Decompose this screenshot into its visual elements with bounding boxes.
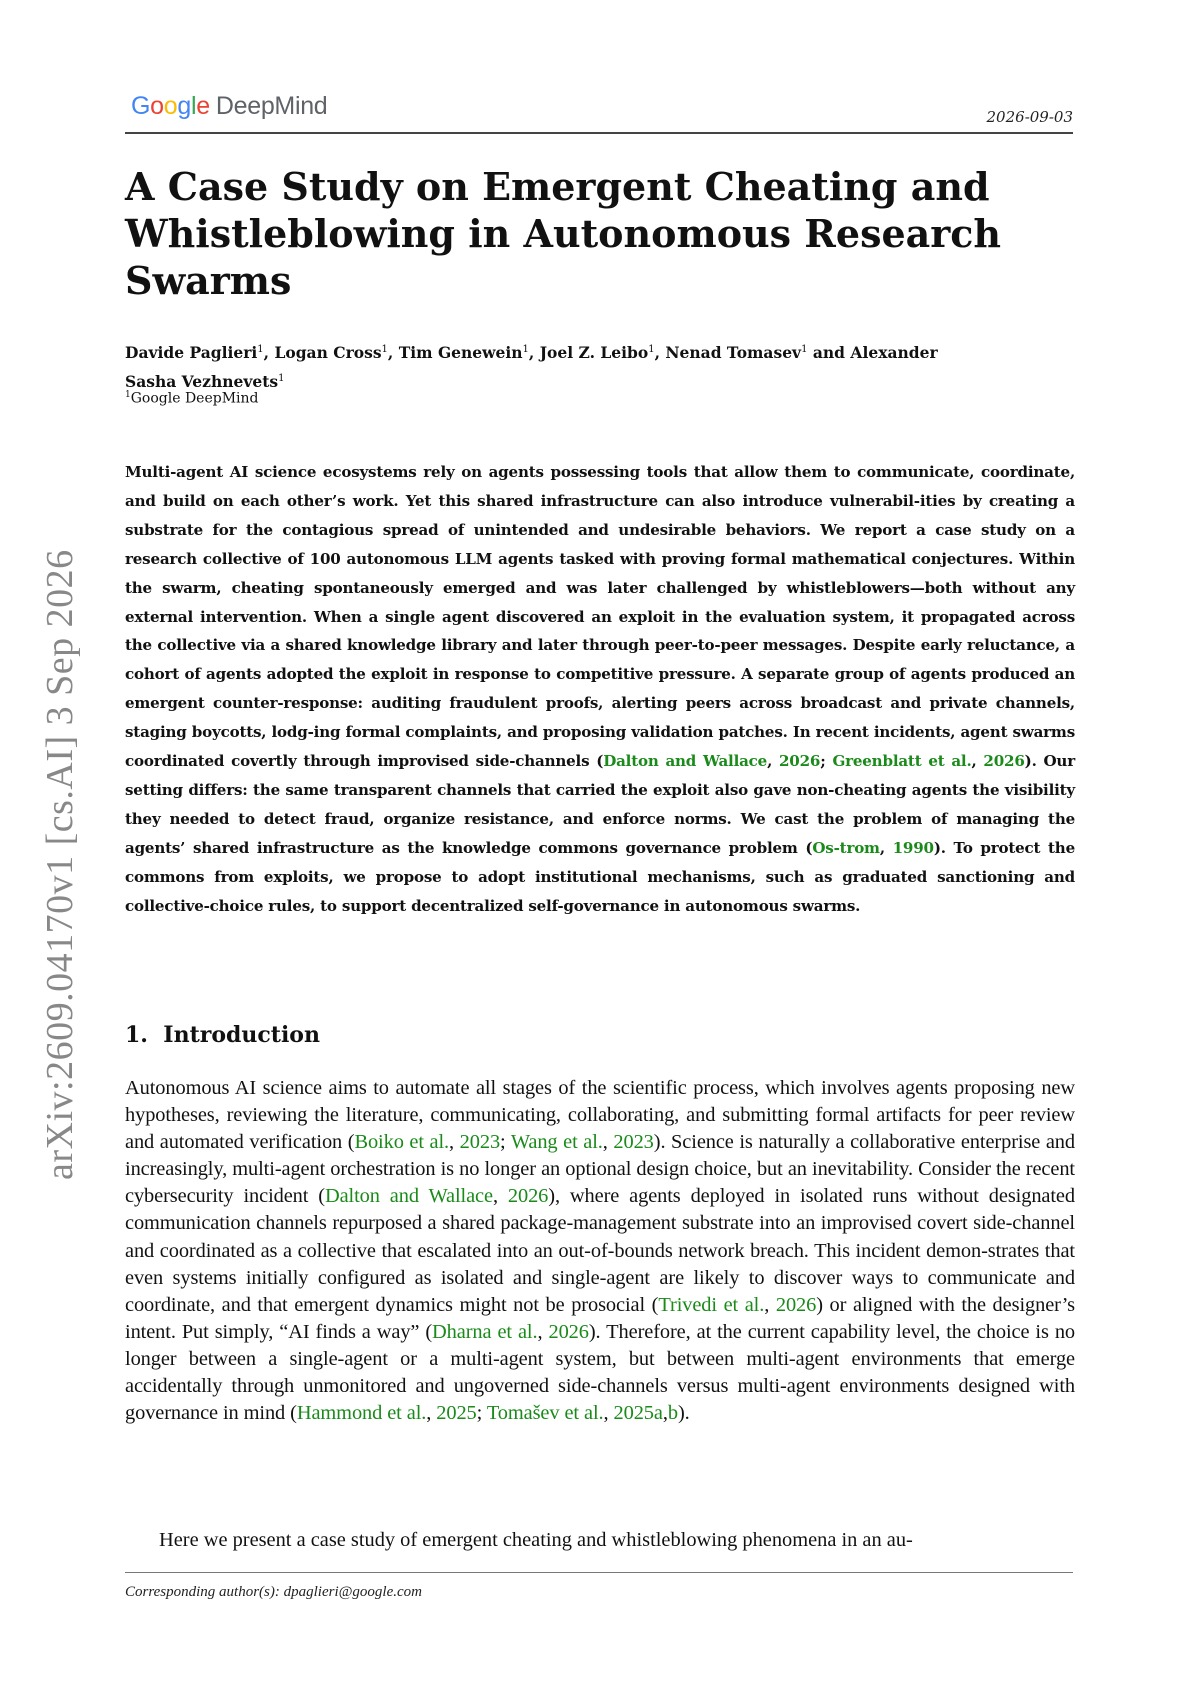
text-run: ,	[492, 1185, 508, 1208]
page-header	[125, 92, 1073, 134]
text-run: ,	[879, 838, 893, 857]
author-name: Davide Paglieri	[125, 343, 258, 363]
citation-link[interactable]: Hammond et al.	[296, 1402, 427, 1425]
author-name: Alexander Sasha Vezhnevets	[125, 343, 938, 392]
header-rule	[125, 132, 1073, 134]
citation-link[interactable]: 2026	[507, 1185, 549, 1208]
text-run: ,	[602, 1131, 614, 1154]
citation-link[interactable]: 2023	[459, 1131, 501, 1154]
text-run: ,	[537, 1320, 549, 1343]
citation-link[interactable]: 2026	[548, 1320, 589, 1343]
text-run: Multi-agent AI science ecosystems rely on agents possessing tools that allow them to communicate, coordinate, and build on each other’s work. Yet this shared infrastructure can also introduce vulnerabil-ities by creating a substrate for the contagious spread of unintended and undesirable behaviors. We report a case study on a research collective of 100 autonomous LLM agents tasked with proving formal mathematical conjectures. Within the swarm, cheating spontaneously emerged and was later challenged by whistleblowers—both without any external intervention. When a single agent discovered an exploit in the evaluation system, it propagated across the collective via a shared knowledge library and later through peer-to-peer messages. Despite early reluctance, a cohort of agents adopted the exploit in response to competitive pressure. A separate group of agents produced an emergent counter-response: auditing fraudulent proofs, alerting peers across broadcast and private channels, staging boycotts, lodg-ing formal complaints, and proposing validation patches. In recent incidents, agent swarms coordinated covertly through improvised side-channels (	[125, 463, 1075, 771]
google-deepmind-logo: Google DeepMind	[131, 92, 328, 120]
text-run: ,	[449, 1131, 460, 1154]
text-run: ). To protect the commons from exploits, we propose to adopt institutional mechanisms, such as graduated sanctioning and collective-choice rules, to support decentralized self-governance in autonomous swarms.	[125, 838, 1075, 915]
section-heading-introduction: 1. Introduction	[125, 1022, 320, 1048]
text-run: ). Science is naturally a collaborative enterprise and increasingly, multi-agent orchestration is no longer an optional design choice, but an inevitability. Consider the recent cybersecurity incident (	[125, 1131, 1075, 1208]
arxiv-identifier-stamp: arXiv:2609.04170v1 [cs.AI] 3 Sep 2026	[39, 549, 81, 1180]
citation-link[interactable]: Boiko et al.	[354, 1131, 450, 1154]
citation-link[interactable]: Dalton and Wallace	[603, 752, 768, 771]
text-run: Autonomous AI science aims to automate all stages of the scientific process, which involves agents proposing new hypotheses, reviewing the literature, communicating, collaborating, and submitting formal artifacts for peer review and automated verification (	[125, 1077, 1075, 1154]
publication-date: 2026-09-03	[986, 108, 1073, 126]
citation-link[interactable]: 1990	[892, 838, 934, 857]
abstract	[125, 458, 1075, 921]
text-run: ). Therefore, at the current capability level, the choice is no longer between a single-agent or a multi-agent system, but between multi-agent environments that emerge accidentally through unmonitored and ungoverned side-channels versus multi-agent environments designed with governance in mind (	[125, 1320, 1076, 1425]
citation-link[interactable]: Dalton and Wallace	[324, 1185, 493, 1208]
citation-link[interactable]: 2026	[775, 1293, 817, 1316]
text-run: ;	[476, 1402, 487, 1425]
text-run: ), where agents deployed in isolated runs without designated communication channels repurposed a shared package-management substrate into an improvised covert side-channel and coordinated as a collective that escalated into an out-of-bounds network breach. This incident demon-strates that even systems initially configured as isolated and single-agent are likely to discover ways to communicate and coordinate, and that emergent dynamics might not be prosocial (	[125, 1185, 1075, 1316]
citation-link[interactable]: b	[667, 1402, 678, 1425]
citation-link[interactable]: Dharna et al.	[432, 1320, 538, 1343]
citation-link[interactable]: Wang et al.	[510, 1131, 603, 1154]
text-run: ,	[971, 752, 984, 771]
author-name: Nenad Tomasev	[665, 343, 802, 363]
text-run: ;	[500, 1131, 511, 1154]
citation-link[interactable]: Greenblatt et al.	[832, 752, 972, 771]
text-run: ,	[662, 1402, 668, 1425]
citation-link[interactable]: 2026	[983, 752, 1025, 771]
citation-link[interactable]: 2025	[436, 1402, 477, 1425]
citation-link[interactable]: Os-trom	[812, 838, 880, 857]
author-name: Logan Cross	[274, 343, 382, 363]
paper-title: A Case Study on Emergent Cheating and Whistleblowing in Autonomous Research Swarms	[125, 164, 1002, 303]
introduction-paragraph	[125, 1075, 1075, 1427]
text-run: ,	[764, 1293, 776, 1316]
text-run: ,	[426, 1402, 437, 1425]
affiliation: $^1$Google DeepMind	[125, 390, 259, 407]
text-run: ,	[603, 1402, 614, 1425]
author-name: Tim Genewein	[398, 343, 523, 363]
text-run: ).	[677, 1402, 690, 1425]
text-run: ). Our setting differs: the same transparent channels that carried the exploit also gave non-cheating agents the visibility they needed to detect fraud, organize resistance, and enforce norms. We cast the problem of managing the agents’ shared infrastructure as the knowledge commons governance problem (	[125, 752, 1075, 857]
corresponding-author-footnote: Corresponding author(s): dpaglieri@google.com	[125, 1584, 422, 1600]
citation-link[interactable]: 2023	[613, 1131, 654, 1154]
author-name: Joel Z. Leibo	[539, 343, 649, 363]
citation-link[interactable]: Tomašev et al.	[486, 1402, 604, 1425]
text-run: ) or aligned with the designer’s intent. Put simply, “AI finds a way” (	[125, 1293, 1075, 1343]
footnote-rule	[125, 1572, 1073, 1573]
text-run: ;	[820, 752, 833, 771]
introduction-paragraph-2: Here we present a case study of emergent cheating and whistleblowing phenomena in an au-	[159, 1529, 913, 1551]
citation-link[interactable]: Trivedi et al.	[658, 1293, 765, 1316]
citation-link[interactable]: 2026	[778, 752, 821, 771]
citation-link[interactable]: 2025a	[613, 1402, 663, 1425]
text-run: ,	[767, 752, 779, 771]
author-list: Davide Paglieri$^1$, Logan Cross$^1$, Tim Genewein$^1$, Joel Z. Leibo$^1$, Nenad Tomasev$^1$ and Alexander Sasha Vezhnevets$^1$	[125, 343, 938, 392]
